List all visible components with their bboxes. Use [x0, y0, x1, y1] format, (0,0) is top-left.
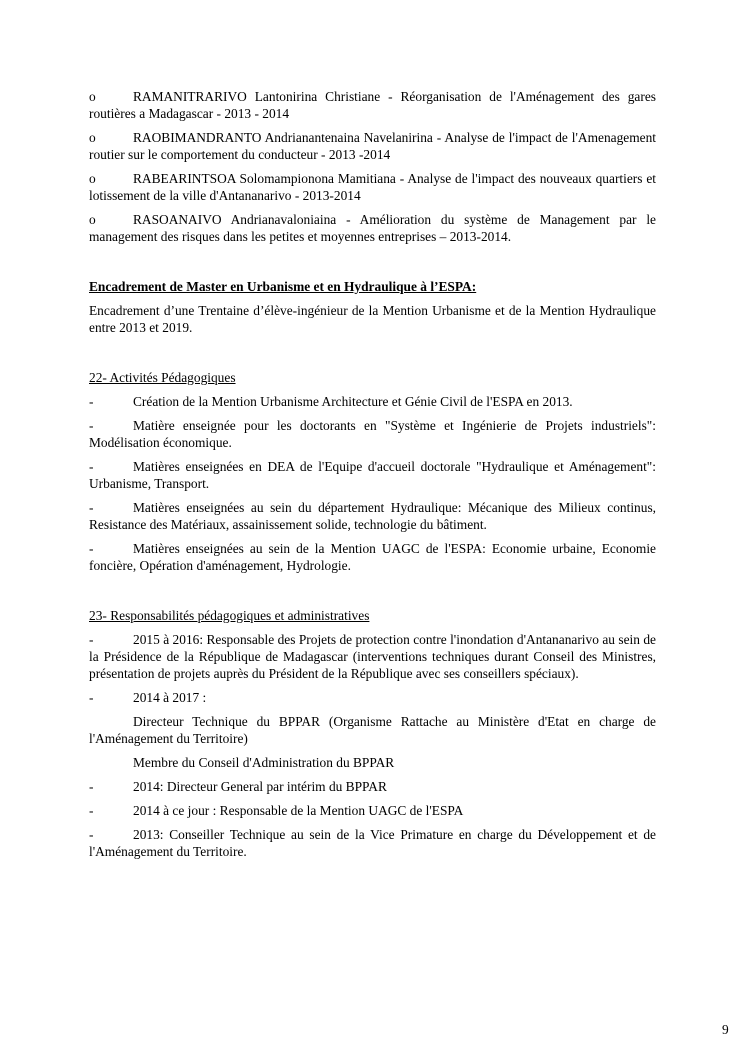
responsabilite-item: - 2015 à 2016: Responsable des Projets de protection contre l'inondation d'Antananarivo au sein de la Présidence de la République de Madagascar (interventions techniques durant Conseil des Ministres, présentation de projets auprès du Président de la République avec ses conseillers spéciaux).: [89, 632, 656, 681]
document-body: [89, 88, 656, 867]
activite-item: - Matières enseignées en DEA de l'Equipe d'accueil doctorale "Hydraulique et Aménagement": Urbanisme, Transport.: [89, 459, 656, 491]
master-text: Encadrement d’une Trentaine d’élève-ingénieur de la Mention Urbanisme et de la Mention Hydraulique entre 2013 et 2019.: [89, 303, 656, 335]
responsabilite-item: - 2013: Conseiller Technique au sein de la Vice Primature en charge du Développement et de l'Aménagement du Territoire.: [89, 827, 656, 859]
responsabilite-item: - 2014 à ce jour : Responsable de la Mention UAGC de l'ESPA: [89, 803, 464, 818]
responsabilite-subitem: Directeur Technique du BPPAR (Organisme Rattache au Ministère d'Etat en charge de l'Aménagement du Territoire): [89, 714, 656, 746]
student-item: o RASOANAIVO Andrianavaloniaina - Amélioration du système de Management par le management des risques dans les petites et moyennes entreprises – 2013-2014.: [89, 212, 656, 244]
student-item: o RAOBIMANDRANTO Andrianantenaina Navelanirina - Analyse de l'impact de l'Amenagement routier sur le comportement du conducteur - 2013 -2014: [89, 130, 656, 162]
activite-item: - Matières enseignées au sein de la Mention UAGC de l'ESPA: Economie urbaine, Economie foncière, Opération d'aménagement, Hydrologie.: [89, 541, 656, 573]
responsabilites-heading: 23- Responsabilités pédagogiques et administratives: [89, 608, 370, 623]
student-item: o RABEARINTSOA Solomampionona Mamitiana - Analyse de l'impact des nouveaux quartiers et lotissement de la ville d'Antananarivo - 2013-2014: [89, 171, 656, 203]
activite-item: - Matières enseignées au sein du département Hydraulique: Mécanique des Milieux continus, Resistance des Matériaux, assainissement solide, technologie du bâtiment.: [89, 500, 656, 532]
page-number: 9: [722, 1022, 729, 1037]
responsabilite-item: - 2014 à 2017 :: [89, 690, 207, 705]
activite-item: - Création de la Mention Urbanisme Architecture et Génie Civil de l'ESPA en 2013.: [89, 394, 573, 409]
student-item: o RAMANITRARIVO Lantonirina Christiane - Réorganisation de l'Aménagement des gares routières a Madagascar - 2013 - 2014: [89, 89, 656, 121]
responsabilite-subitem: Membre du Conseil d'Administration du BPPAR: [133, 755, 395, 770]
responsabilite-item: - 2014: Directeur General par intérim du BPPAR: [89, 779, 387, 794]
activite-item: - Matière enseignée pour les doctorants en "Système et Ingénierie de Projets industriels": Modélisation économique.: [89, 418, 656, 450]
master-heading: Encadrement de Master en Urbanisme et en Hydraulique à l’ESPA:: [89, 279, 477, 294]
activites-heading: 22- Activités Pédagogiques: [89, 370, 236, 385]
